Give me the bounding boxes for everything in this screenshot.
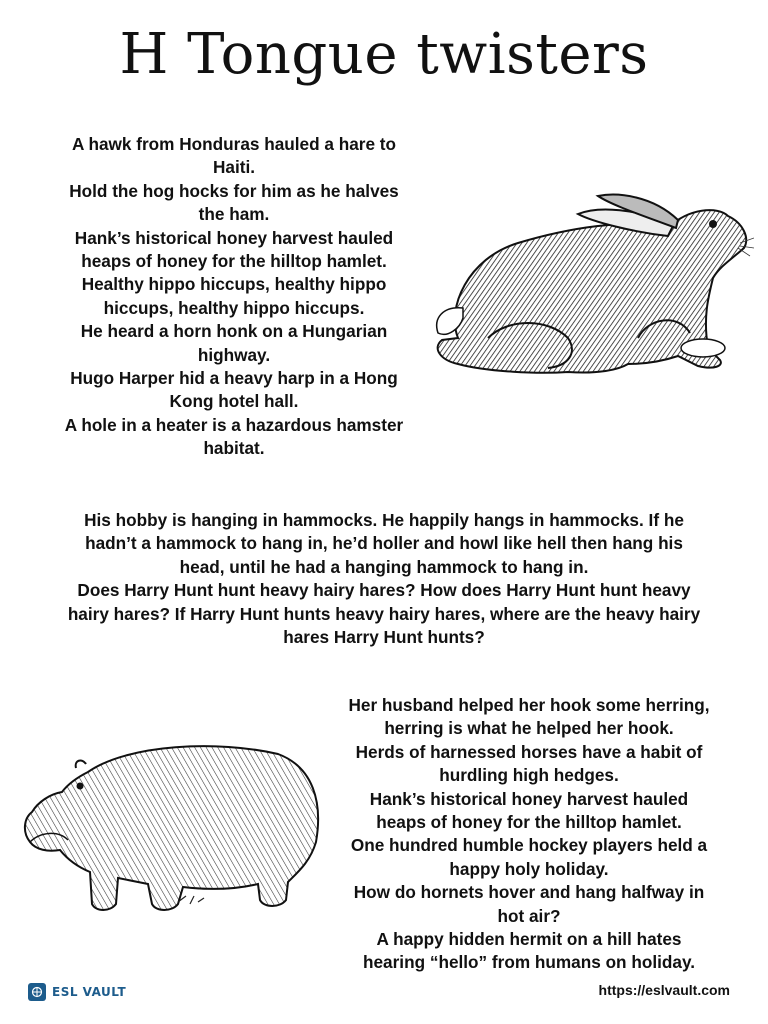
text-line: How do hornets hover and hang halfway in (353, 882, 705, 903)
text-line: the ham. (198, 204, 270, 225)
text-line: highway. (197, 344, 271, 365)
text-line: hadn’t a hammock to hang in, he’d holler and howl like hell then hang his (85, 533, 683, 554)
page-title: H Tongue twisters (119, 22, 649, 87)
text-line: hares Harry Hunt hunts? (283, 627, 485, 648)
text-line: Hank’s historical honey harvest hauled (369, 788, 689, 809)
twister-block-top (28, 133, 440, 461)
hippo-ground (178, 896, 204, 904)
text-line: hiccups, healthy hippo hiccups. (103, 297, 365, 318)
text-line: hearing “hello” from humans on holiday. (363, 952, 695, 973)
hippo-body (25, 746, 318, 910)
text-line: hot air? (497, 905, 561, 926)
text-line: hairy hares? If Harry Hunt hunts heavy hairy hares, where are the heavy hairy (67, 603, 701, 624)
twister-block-middle (22, 509, 746, 649)
text-line: Healthy hippo hiccups, healthy hippo (81, 274, 387, 295)
text-line: Kong hotel hall. (169, 391, 299, 412)
text-line: Hold the hog hocks for him as he halves (69, 180, 399, 201)
esl-vault-logo-icon (28, 983, 46, 1001)
rabbit-eye (709, 220, 717, 228)
text-line: happy holy holiday. (449, 858, 609, 879)
text-line: Hank’s historical honey harvest hauled (74, 227, 394, 248)
twister-block-bottom (320, 694, 738, 975)
text-line: Hugo Harper hid a heavy harp in a Hong (70, 368, 398, 389)
text-line: hurdling high hedges. (439, 765, 619, 786)
footer-url-link[interactable]: https://eslvault.com (598, 982, 730, 998)
text-line: Her husband helped her hook some herring, (348, 695, 710, 715)
hippo-eye (77, 783, 84, 790)
text-line: Haiti. (212, 157, 256, 178)
hippo-illustration (18, 732, 326, 918)
hippo-ear (76, 761, 86, 768)
text-line: herring is what he helped her hook. (384, 718, 674, 739)
text-line: habitat. (203, 438, 265, 459)
text-line: heaps of honey for the hilltop hamlet. (81, 251, 387, 272)
text-line: One hundred humble hockey players held a (350, 835, 708, 856)
rabbit-body (438, 210, 746, 373)
text-line: A hawk from Honduras hauled a hare to (71, 134, 397, 154)
text-line: His hobby is hanging in hammocks. He happily hangs in hammocks. If he (84, 510, 684, 530)
text-line: He heard a horn honk on a Hungarian (80, 321, 388, 342)
text-line: A hole in a heater is a hazardous hamster (64, 414, 404, 435)
text-line: A happy hidden hermit on a hill hates (376, 929, 682, 950)
logo-text: ESL VAULT (52, 985, 127, 999)
text-line: heaps of honey for the hilltop hamlet. (376, 812, 682, 833)
text-line: Herds of harnessed horses have a habit of (355, 741, 703, 762)
rabbit-illustration (428, 188, 754, 384)
esl-vault-logo[interactable] (28, 982, 126, 1002)
text-line: Does Harry Hunt hunt heavy hairy hares? How does Harry Hunt hunt heavy (77, 580, 691, 601)
text-line: head, until he had a hanging hammock to hang in. (179, 556, 589, 577)
